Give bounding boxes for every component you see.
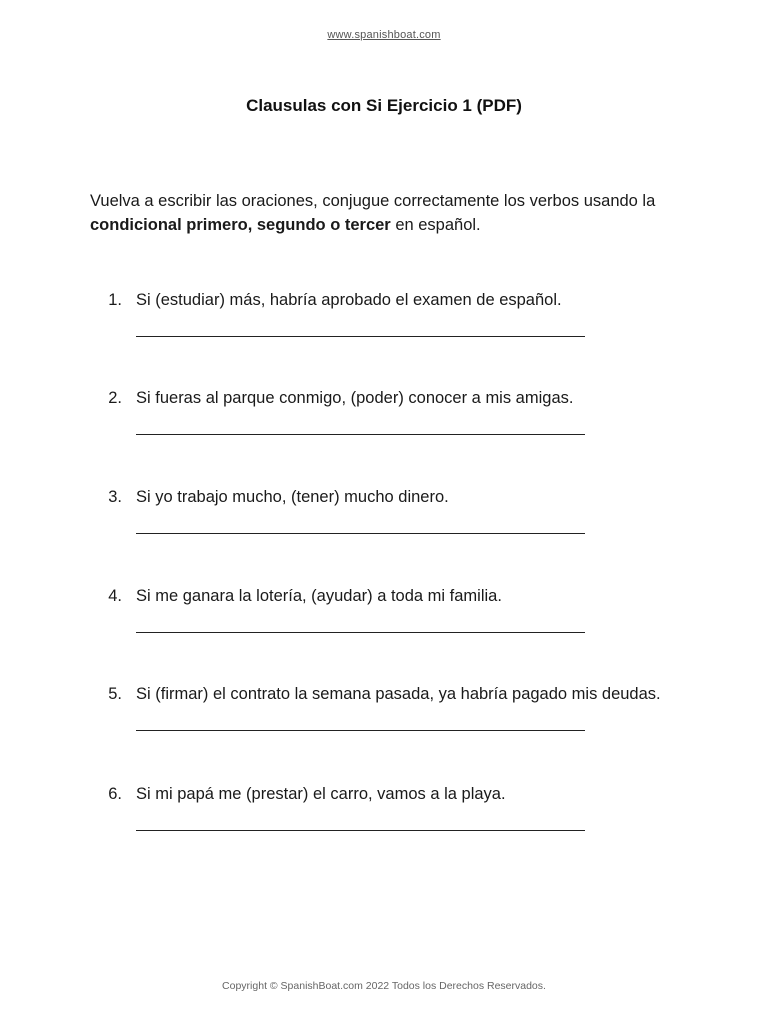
exercise-number: 5. <box>108 685 122 703</box>
instructions-bold-text: condicional primero, segundo o tercer <box>90 216 391 234</box>
instructions <box>90 189 690 237</box>
answer-line[interactable] <box>136 533 585 534</box>
exercise-sentence: Si fueras al parque conmigo, (poder) conocer a mis amigas. <box>136 389 574 407</box>
answer-line[interactable] <box>136 632 585 633</box>
exercise-sentence: Si me ganara la lotería, (ayudar) a toda mi familia. <box>136 587 502 605</box>
exercise-sentence: Si (firmar) el contrato la semana pasada, ya habría pagado mis deudas. <box>136 685 661 703</box>
exercise-item <box>0 782 768 842</box>
answer-line[interactable] <box>136 730 585 731</box>
exercise-number: 2. <box>108 389 122 407</box>
exercise-number: 1. <box>108 291 122 309</box>
exercise-item <box>0 682 768 742</box>
exercise-item <box>0 288 768 348</box>
exercise-number: 6. <box>108 785 122 803</box>
copyright-footer: Copyright © SpanishBoat.com 2022 Todos los Derechos Reservados. <box>222 980 546 992</box>
site-link[interactable]: www.spanishboat.com <box>327 29 441 41</box>
answer-line[interactable] <box>136 434 585 435</box>
exercise-number: 4. <box>108 587 122 605</box>
page-title: Clausulas con Si Ejercicio 1 (PDF) <box>246 96 522 115</box>
instructions-text-end: en español. <box>390 216 481 234</box>
instructions-text: Vuelva a escribir las oraciones, conjugue correctamente los verbos usando la <box>90 192 656 210</box>
exercise-item <box>0 485 768 545</box>
exercise-item <box>0 386 768 446</box>
exercise-sentence: Si yo trabajo mucho, (tener) mucho dinero. <box>136 488 449 506</box>
answer-line[interactable] <box>136 830 585 831</box>
exercise-sentence: Si (estudiar) más, habría aprobado el examen de español. <box>136 291 562 309</box>
exercise-item <box>0 584 768 644</box>
exercise-number: 3. <box>108 488 122 506</box>
answer-line[interactable] <box>136 336 585 337</box>
exercise-sentence: Si mi papá me (prestar) el carro, vamos a la playa. <box>136 785 506 803</box>
